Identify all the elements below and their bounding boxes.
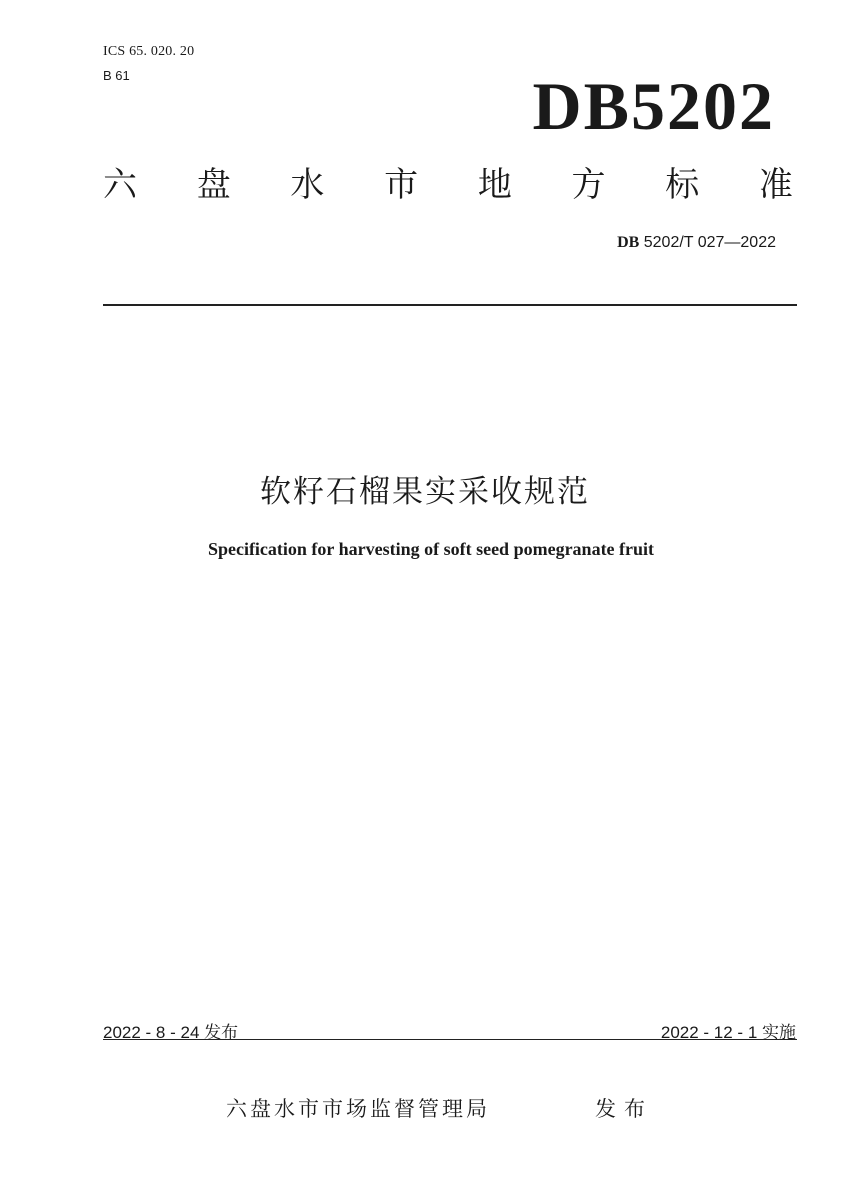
issuing-authority: 六盘水市市场监督管理局 — [226, 1097, 490, 1121]
standard-number-prefix: DB — [617, 234, 640, 251]
ccs-code: B 61 — [103, 68, 130, 83]
issue-date: 2022 - 8 - 24 发布 — [103, 1023, 239, 1042]
implementation-date: 2022 - 12 - 1 实施 — [660, 1023, 796, 1042]
document-title-chinese: 软籽石榴果实采收规范 — [260, 474, 590, 510]
issue-label: 发布 — [595, 1097, 653, 1121]
standard-type-char: 水 — [290, 165, 325, 205]
standard-number-rest: 5202/T 027—2022 — [639, 234, 776, 251]
header-divider — [103, 304, 797, 306]
document-title-english: Specification for harvesting of soft seed pomegranate fruit — [207, 539, 655, 559]
standard-type-char: 盘 — [196, 165, 231, 205]
standard-number — [617, 234, 776, 252]
footer-divider — [103, 1039, 797, 1040]
ics-code: ICS 65. 020. 20 — [103, 44, 195, 59]
standard-type-char: 六 — [103, 165, 137, 205]
standard-type-char: 地 — [477, 165, 512, 205]
standard-type-heading — [103, 165, 793, 205]
standard-type-char: 标 — [665, 165, 700, 205]
standard-type-char: 准 — [758, 165, 793, 205]
standard-type-char: 方 — [571, 165, 606, 205]
standard-code-heading: DB5202 — [532, 68, 775, 144]
standard-type-char: 市 — [384, 165, 419, 205]
